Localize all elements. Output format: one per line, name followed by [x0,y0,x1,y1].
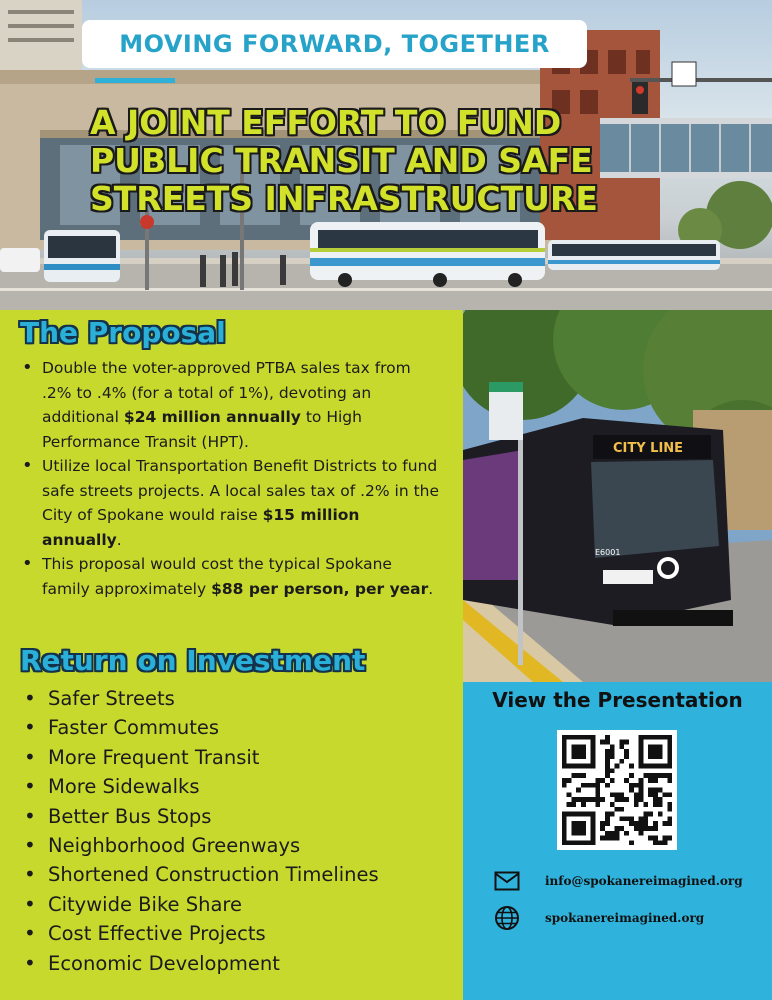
roi-item: • Faster Commutes [22,713,452,742]
info-panel [0,310,463,1000]
headline-line: PUBLIC TRANSIT AND SAFE [90,141,593,180]
email-contact[interactable] [493,868,743,894]
proposal-text: This proposal would cost the typical Spokane family approximately [42,555,392,598]
roi-item: • Shortened Construction Timelines [22,860,452,889]
website-url[interactable]: spokanereimagined.org [545,911,705,925]
roi-item: • More Frequent Transit [22,743,452,772]
proposal-highlight: $88 per person, per year [211,579,429,598]
roi-item: • Neighborhood Greenways [22,831,452,860]
city-line-bus-photo [463,310,772,682]
roi-item: • Better Bus Stops [22,802,452,831]
proposal-highlight: $24 million annually [123,408,301,426]
hero-banner [0,0,772,310]
proposal-text: to High Performance Transit (HPT). [42,408,362,451]
tagline-underline [95,78,175,83]
proposal-text: . [428,579,434,598]
proposal-title: The Proposal [20,316,226,349]
headline [90,104,650,218]
tagline-banner: MOVING FORWARD, TOGETHER [82,20,587,68]
envelope-icon [493,868,521,894]
bus-photo-illustration [463,310,772,682]
presentation-title: View the Presentation [492,688,743,712]
roi-list [22,684,452,978]
roi-item: • Economic Development [22,949,452,978]
proposal-item [22,552,442,601]
roi-item: • Safer Streets [22,684,452,713]
headline-line: A JOINT EFFORT TO FUND [90,103,562,142]
proposal-text: Double the voter-approved PTBA sales tax from .2% to .4% (for a total of 1%), devoting an additional [42,359,411,426]
proposal-item [22,454,442,552]
qr-code[interactable] [557,730,677,850]
proposal-text: . [116,530,122,549]
proposal-item [22,356,442,454]
presentation-panel [463,682,772,1000]
proposal-text: Utilize local Transportation Benefit Districts to fund safe streets projects. A local sales tax of .2% in the City of Spokane would raise [42,457,440,524]
bus-destination-sign: CITY LINE [613,441,684,456]
headline-line: STREETS INFRASTRUCTURE [90,179,598,218]
roi-item: • Citywide Bike Share [22,890,452,919]
website-contact[interactable] [493,905,704,931]
email-address[interactable]: info@spokanereimagined.org [545,874,743,888]
roi-item: • More Sidewalks [22,772,452,801]
bus-left [44,230,120,282]
roi-item: • Cost Effective Projects [22,919,452,948]
bus-number: E6001 [595,548,621,557]
roi-title: Return on Investment [20,644,366,677]
proposal-list [22,356,442,601]
globe-icon [493,905,521,931]
proposal-highlight: $15 million annually [42,506,360,549]
